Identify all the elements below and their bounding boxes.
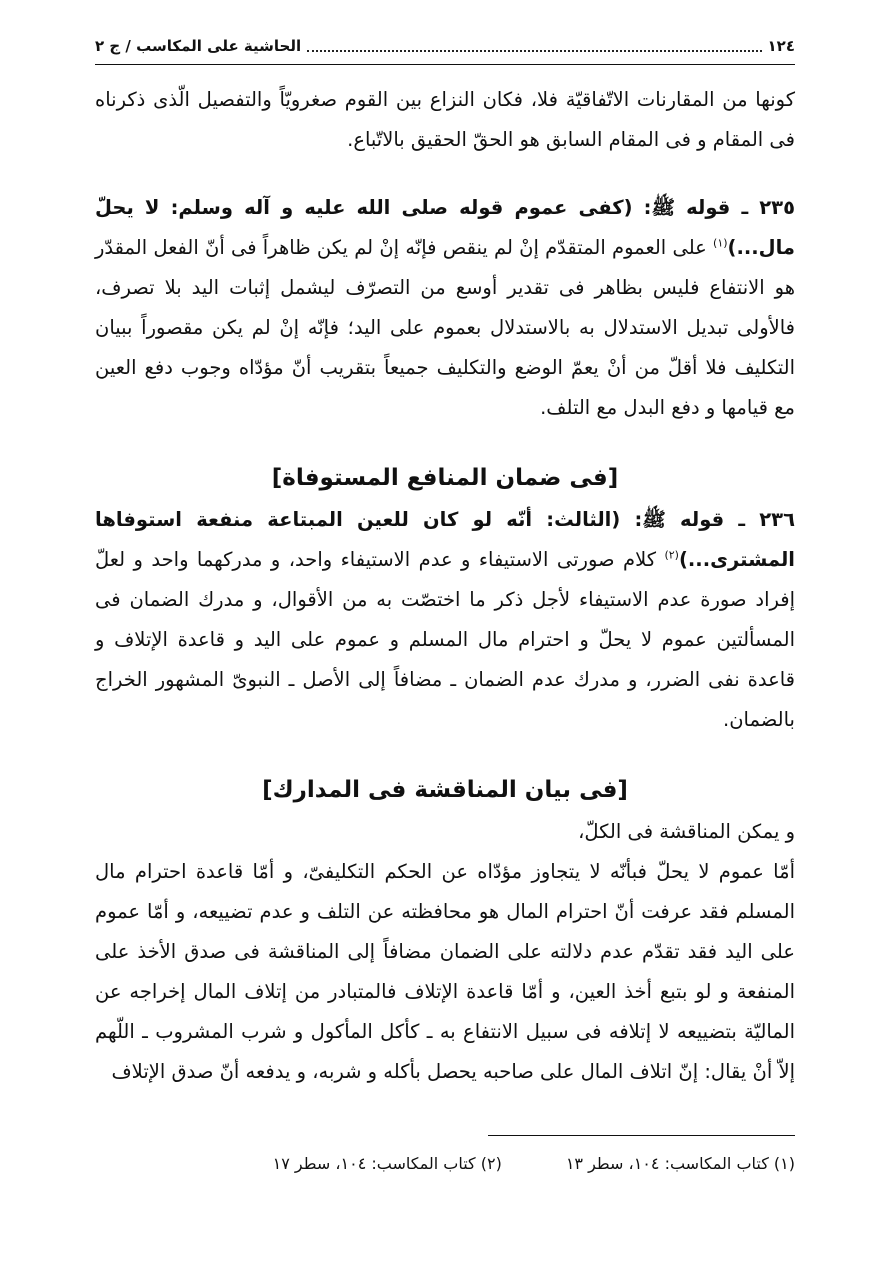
footnote-ref-2: (٢) [664, 548, 679, 562]
running-header [95, 34, 795, 58]
entry-236 [95, 500, 795, 740]
footnote-2: (٢) كتاب المكاسب: ١٠٤، سطر ١٧ [272, 1154, 502, 1173]
paragraph-continuation: كونها من المقارنات الاتّفاقيّة فلا، فكان النزاع بين القوم صغرويّاً والتفصيل الّذى ذكرناه فى المقام و فى المقام السابق هو الحقّ الحقيق بالاتّباع. [95, 88, 795, 151]
entry-235-text: على العموم المتقدّم إنْ لم ينقص فإنّه إنْ لم يكن ظاهراً فى أنّ الفعل المقدّر هو الانتفاع فليس بظاهر فى تقدير أوسع من التصرّف ليشمل إثبات اليد بلا تصرف، فالأولى تبديل الاستدلال به بالاستدلال بعموم على اليد؛ فإنّه إنْ لم يكن مقصوراً ببيان التكليف فلا أقلّ من أنْ يعمّ الوضع والتكليف جميعاً بتقريب أنّ مؤدّاه وجوب دفع العين مع قيامها و دفع البدل مع التلف. [95, 236, 795, 419]
entry-235 [95, 188, 795, 428]
running-title: الحاشية على المكاسب / ج ٢ [95, 37, 302, 55]
spacer [95, 428, 795, 456]
entry-236-heading: ٢٣٦ ـ قوله ﷺ: (الثالث: أنّه لو كان للعين المبتاعة منفعة استوفاها المشترى...) [95, 508, 795, 571]
footnotes [180, 1152, 795, 1176]
paragraph-intro: و يمكن المناقشة فى الكلّ، [578, 820, 795, 843]
footnote-rule [488, 1135, 795, 1136]
header-rule [95, 64, 795, 65]
paragraph-discussion: أمّا عموم لا يحلّ فبأنّه لا يتجاوز مؤدّاه عن الحكم التكليفىّ، و أمّا قاعدة احترام مال المسلم فقد عرفت أنّ احترام المال هو محافظته عن التلف و عدم تضييعه، و أمّا عموم على اليد فقد تقدّم عدم دلالته على الضمان مضافاً إلى المناقشة فى صدق الأخذ على المنفعة و لو بتبع أخذ العين، و أمّا قاعدة الإتلاف فالمتبادر من إتلاف المال إخراجه عن الماليّة بتضييعه لا إتلافه فى سبيل الانتفاع به ـ كأكل المأكول و شرب المشروب ـ اللّهم إلاّ أنْ يقال: إنّ اتلاف المال على صاحبه يحصل بأكله و شربه، و يدفعه أنّ صدق الإتلاف [95, 860, 795, 1083]
spacer [95, 740, 795, 768]
footnote-ref-1: (١) [713, 236, 728, 250]
footnote-1: (١) كتاب المكاسب: ١٠٤، سطر ١٣ [565, 1154, 795, 1173]
entry-235-heading: ٢٣٥ ـ قوله ﷺ: (كفى عموم قوله صلى الله عليه و آله وسلم: لا يحلّ مال...) [95, 196, 795, 259]
entry-236-text: كلام صورتى الاستيفاء و عدم الاستيفاء واحد، و مدركهما واحد و لعلّ إفراد صورة عدم الاستيفاء لأجل ذكر ما اختصّت به من الأقوال، و مدرك الضمان فى المسألتين عموم لا يحلّ و احترام مال المسلم و عموم على اليد و قاعدة الإتلاف و قاعدة نفى الضرر، و مدرك عدم الضمان ـ مضافاً إلى الأصل ـ النبوىّ المشهور الخراج بالضمان. [95, 548, 795, 731]
section-heading-1: [فى ضمان المنافع المستوفاة] [271, 465, 619, 491]
page-body [95, 80, 795, 1092]
section-heading-2: [فى بيان المناقشة فى المدارك] [262, 777, 628, 803]
spacer [95, 160, 795, 188]
header-dot-leader [307, 40, 761, 52]
page-number: ١٢٤ [767, 37, 795, 55]
